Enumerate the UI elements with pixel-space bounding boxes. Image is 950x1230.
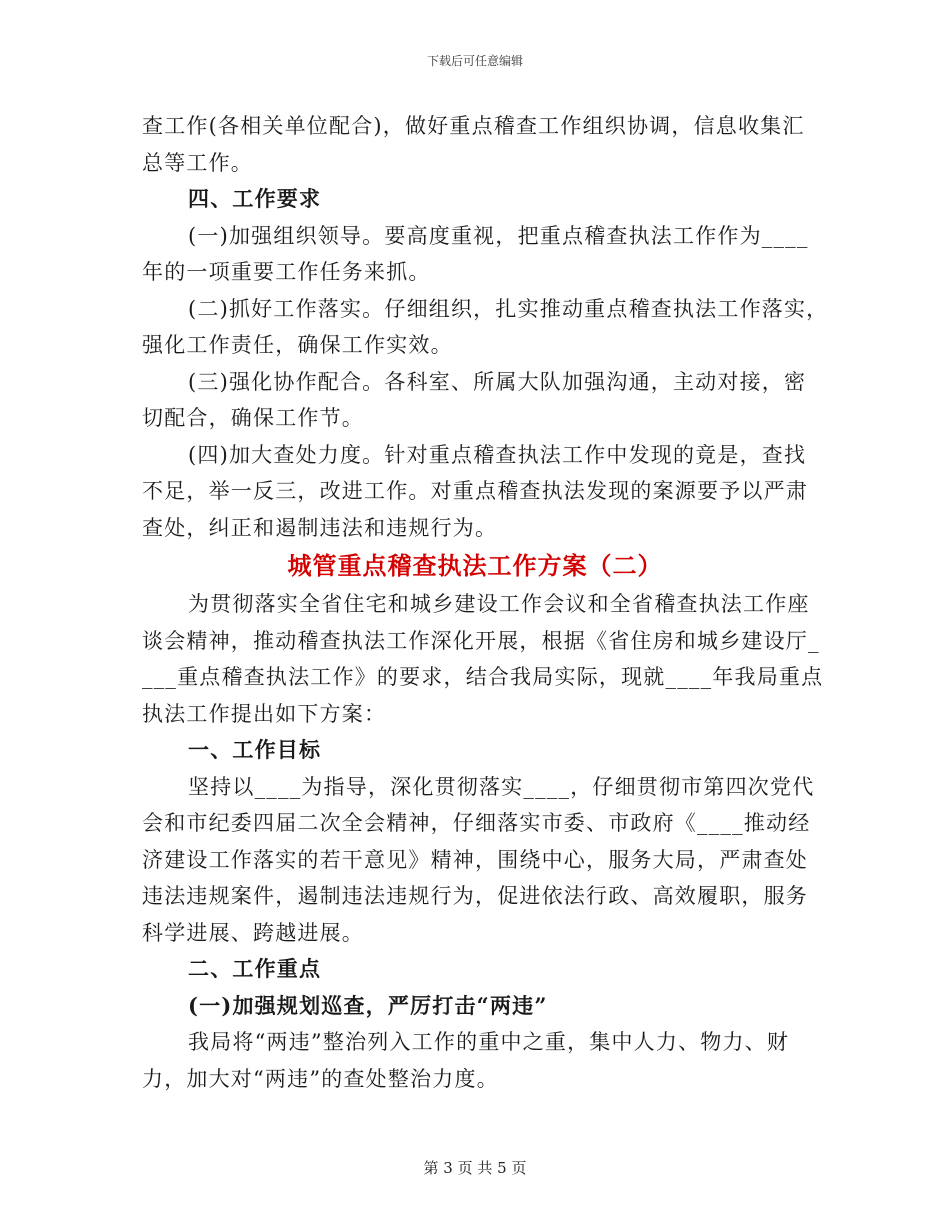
- paragraph-line: 我局将“两违”整治列入工作的重中之重，集中人力、物力、财: [188, 1030, 790, 1054]
- paragraph-line: 切配合，确保工作节。: [142, 406, 364, 430]
- paragraph-line: 谈会精神，推动稽查执法工作深化开展，根据《省住房和城乡建设厅_: [142, 628, 820, 653]
- paragraph-line: 为贯彻落实全省住宅和城乡建设工作会议和全省稽查执法工作座: [188, 592, 810, 616]
- paragraph-line: (三)强化协作配合。各科室、所属大队加强沟通，主动对接，密: [188, 369, 807, 394]
- paragraph-line: (一)加强组织领导。要高度重视，把重点稽查执法工作作为____: [188, 223, 809, 248]
- paragraph-line: 违法违规案件，遏制违法违规行为，促进依法行政、高效履职，服务: [142, 884, 808, 908]
- document-title: 城管重点稽查执法工作方案（二）: [287, 551, 663, 580]
- paragraph-line: 济建设工作落实的若干意见》精神，围绕中心，服务大局，严肃查处: [142, 847, 808, 872]
- paragraph-line: 会和市纪委四届二次全会精神，仔细落实市委、市政府《____推动经: [142, 811, 811, 835]
- paragraph-line: 查处，纠正和遏制违法和违规行为。: [142, 515, 498, 540]
- paragraph-line: 不足，举一反三，改进工作。对重点稽查执法发现的案源要予以严肃: [142, 479, 808, 503]
- paragraph-line: 坚持以____为指导，深化贯彻落实____，仔细贯彻市第四次党代: [188, 774, 815, 799]
- paragraph-line: 查工作(各相关单位配合)，做好重点稽查工作组织协调，信息收集汇: [142, 114, 805, 138]
- section-heading: 一、工作目标: [188, 737, 322, 762]
- section-heading: 四、工作要求: [188, 186, 322, 211]
- paragraph-line: 年的一项重要工作任务来抓。: [142, 260, 431, 284]
- paragraph-line: 执法工作提出如下方案：: [142, 701, 387, 726]
- paragraph-line: 力，加大对“两违”的查处整治力度。: [142, 1066, 499, 1091]
- section-heading: 二、工作重点: [188, 956, 322, 981]
- page-header: 下载后可任意编辑: [426, 54, 523, 68]
- paragraph-line: ___重点稽查执法工作》的要求，结合我局实际，现就____年我局重点: [142, 665, 824, 689]
- paragraph-line: 科学进展、跨越进展。: [142, 920, 364, 945]
- paragraph-line: (四)加大查处力度。针对重点稽查执法工作中发现的竟是，查找: [188, 442, 807, 467]
- paragraph-line: 总等工作。: [142, 150, 253, 175]
- paragraph-line: (二)抓好工作落实。仔细组织，扎实推动重点稽查执法工作落实，: [188, 296, 829, 321]
- page-footer: 第 3 页 共 5 页: [423, 1159, 527, 1177]
- subsection-heading: (一)加强规划巡查，严厉打击“两违”: [188, 992, 548, 1018]
- paragraph-line: 强化工作责任，确保工作实效。: [142, 333, 453, 357]
- document-body: [142, 108, 829, 1097]
